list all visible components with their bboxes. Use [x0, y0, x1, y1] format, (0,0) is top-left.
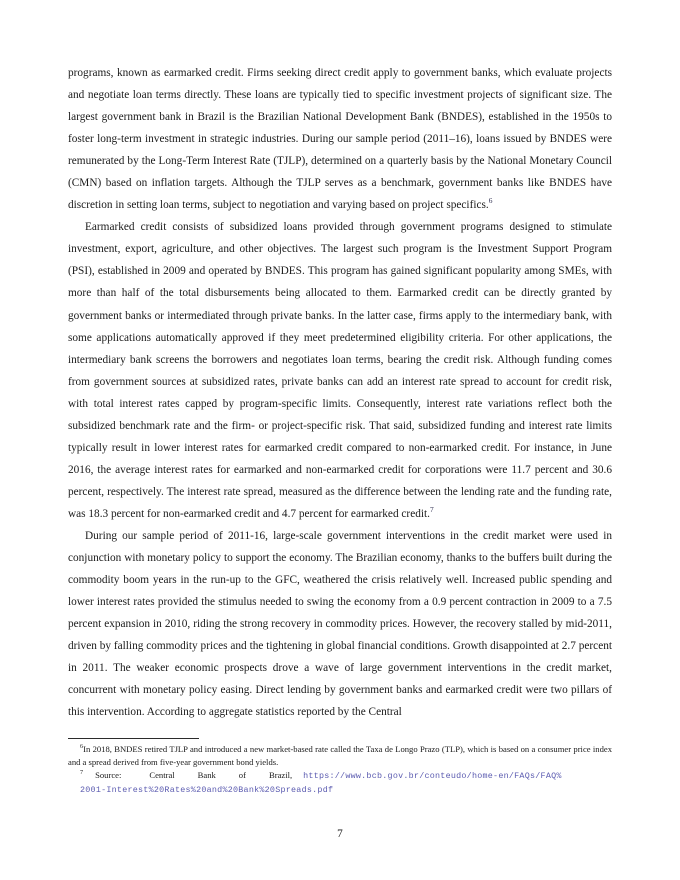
page-number: 7 — [337, 828, 343, 840]
footnote-7-word-4: Brazil, — [268, 769, 293, 780]
paragraph-1 — [68, 62, 612, 216]
footnote-separator-rule — [68, 738, 199, 739]
footnote-7-word-3: of — [238, 769, 246, 780]
paragraph-3 — [68, 525, 612, 723]
footnote-6-text: In 2018, BNDES retired TJLP and introduced a new market-based rate called the Taxa de Longo Prazo (TLP), which is based on a consumer price index and a spread derived from five-year government bond yields. — [68, 744, 612, 767]
footnote-7 — [68, 769, 612, 797]
footnote-7-label: Source: — [95, 769, 122, 780]
footnote-6 — [68, 743, 612, 769]
body-text-block — [68, 62, 612, 723]
footnote-7-number: 7 — [80, 768, 84, 776]
footnote-section — [68, 738, 612, 797]
footnote-reference-7[interactable]: 7 — [429, 505, 434, 515]
paragraph-3-text: During our sample period of 2011-16, large-scale government interventions in the credit market were used in conjunction with monetary policy to support the economy. The Brazilian economy, thanks to the buffers built during the commodity boom years in the run-up to the GFC, weathered the crisis relatively well. Increased public spending and lower interest rates provided the stimulus needed to swing the economy from a 0.9 percent contraction in 2009 to a 7.5 percent expansion in 2010, riding the strong recovery in commodity prices. However, the recovery stalled by mid-2011, driven by falling commodity prices and the tightening in global financial conditions. Growth disappointed at 2.7 percent in 2011. The weaker economic prospects drove a wave of large government interventions in the credit market, concurrent with monetary policy easing. Direct lending by government banks and earmarked credit were two pillars of this intervention. According to aggregate statistics reported by the Central — [68, 529, 612, 719]
paragraph-2 — [68, 216, 612, 525]
footnote-7-word-2: Bank — [197, 769, 216, 780]
paragraph-1-text: programs, known as earmarked credit. Firms seeking direct credit apply to government banks, which evaluate projects and negotiate loan terms directly. These loans are typically tied to specific investment projects of significant size. The largest government bank in Brazil is the Brazilian National Development Bank (BNDES), established in the 1950s to foster long-term investment in strategic industries. During our sample period (2011–16), loans issued by BNDES were remunerated by the Long-Term Interest Rate (TJLP), determined on a quarterly basis by the National Monetary Council (CMN) based on inflation targets. Although the TJLP serves as a benchmark, government banks like BNDES have discretion in setting loan terms, subject to negotiation and varying based on project specifics. — [68, 67, 612, 212]
footnote-7-word-1: Central — [149, 769, 175, 780]
footnote-7-url-line-2[interactable]: 2001-Interest%20Rates%20and%20Bank%20Spreads.pdf — [80, 784, 334, 795]
footnote-6-number: 6 — [80, 743, 84, 751]
paragraph-2-text: Earmarked credit consists of subsidized loans provided through government programs designed to stimulate investment, export, agriculture, and other objectives. The largest such program is the Investment Support Program (PSI), established in 2009 and operated by BNDES. This program has gained significant popularity among SMEs, with more than half of the total disbursements being allocated to them. Earmarked credit can be directly granted by government banks or intermediated through private banks. In the latter case, firms apply to the intermediary bank, with some applications automatically approved if they meet predetermined eligibility criteria. For other applications, the intermediary bank screens the borrowers and negotiates loan terms, bearing the credit risk. Although funding comes from government sources at subsidized rates, private banks can add an interest rate spread to account for credit risk, with total interest rates capped by program-specific limits. Consequently, interest rate variations reflect both the subsidized benchmark rate and the firm- or project-specific risk. That said, subsidized funding and interest rate limits typically result in lower interest rates for earmarked credit compared to non-earmarked credit. For instance, in June 2016, the average interest rates for earmarked and non-earmarked credit for corporations were 11.7 percent and 30.6 percent, respectively. The interest rate spread, measured as the difference between the lending rate and the funding rate, was 18.3 percent for non-earmarked credit and 4.7 percent for earmarked credit. — [68, 221, 612, 520]
footnote-7-url-line-1[interactable]: https://www.bcb.gov.br/conteudo/home-en/FAQs/FAQ% — [303, 770, 562, 781]
footnote-reference-6[interactable]: 6 — [488, 196, 493, 206]
